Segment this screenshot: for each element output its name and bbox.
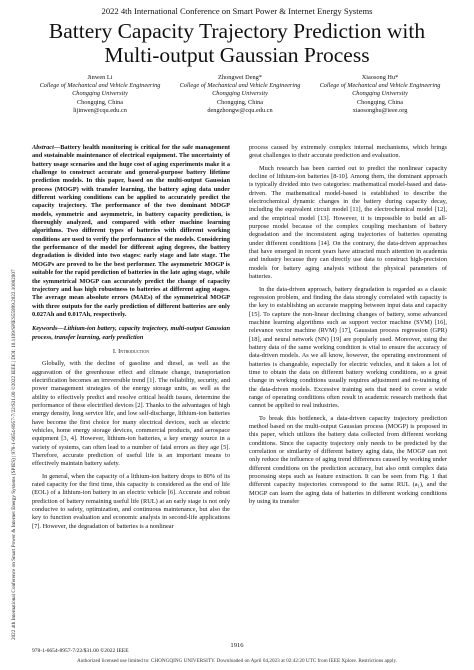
right-column (249, 144, 447, 506)
author-affiliation: College of Mechanical and Vehicle Engineering (179, 82, 301, 90)
author-name: Zhongwei Deng* (218, 74, 262, 81)
author-location: Chongqing, China (216, 98, 264, 106)
page-number: 1916 (230, 642, 244, 649)
author-location: Chongqing, China (76, 98, 124, 106)
doi-sidebar: 2022 4th International Conference on Smart Power & Internet Energy Systems (SPIES) | 978-1-6654-8957-7/22/$31.00 ©2022 IEEE | DOI: 10.1109/SPIES55999.2022.10082007 (11, 269, 17, 640)
author-email[interactable]: dengzhongw@cqu.edu.cn (207, 106, 273, 114)
abstract-label: Abstract (32, 144, 54, 151)
author-name: Jinwen Li (87, 74, 113, 81)
conference-header: 2022 4th International Conference on Smart Power & Internet Energy Systems (101, 6, 373, 16)
footer-isbn: 978-1-6654-8957-7/22/$31.00 ©2022 IEEE (32, 648, 129, 654)
author-university: Chongqing University (72, 90, 128, 98)
paragraph: process caused by extremely complex internal mechanisms, which brings great challenges to their accurate prediction and evaluation. (249, 144, 447, 160)
abstract (32, 144, 230, 319)
paragraph: To break this bottleneck, a data-driven capacity trajectory prediction method based on the multi-output Gaussian process (MOGP) is proposed in this paper, which utilizes the battery data collected from different working conditions. Since the capacity trajectory only needs to be predicted by the correlation or similarity of different battery aging data, the MOGP can not only reduce the influence of aging trend differences caused by working under different conditions on the prediction accuracy, but also omit complex data processing steps such as feature extraction. It can be seen from Fig. 1 that different capacity trajectories correspond to the same RUL (a₁), and the MOGP can learn the aging data of batteries in different working conditions by using its transfer (249, 414, 447, 506)
license-notice: Authorized licensed use limited to: CHONGQING UNIVERSITY. Downloaded on April 04,2023 at 02:42:20 UTC from IEEE Xplore. Restrictions apply. (77, 658, 397, 664)
section-heading: I. Introduction (112, 347, 150, 355)
author-1 (30, 74, 170, 115)
author-name: Xiaosong Hu* (361, 74, 399, 81)
author-email[interactable]: lijinwen@cqu.edu.cn (73, 106, 127, 114)
paragraph: In general, when the capacity of a lithium-ion battery drops to 80% of its rated capacity for the first time, this capacity is considered as the end of life (EOL) of a lithium-ion battery in an electric vehicle [6]. Accurate and robust prediction of battery remaining useful life (RUL) at an early stage is not only conducive to safety, optimization, and continuous maintenance, but also the key to function evaluation and economic analysis in second-life applications [7]. However, the degradation of batteries is a nonlinear (32, 472, 230, 530)
paragraph: In the data-driven approach, battery degradation is regarded as a classic regression problem, and finding the data strongly correlated with capacity is the key to establishing an accurate mapping between input data and capacity [15]. To capture the non-linear declining changes of battery, some advanced machine learning algorithms such as support vector machine (SVM) [16], relevance vector machine (RVM) [17], Gaussian process regression (GPR) [18], and neural network (NN) [19] are popularly used. Moreover, using the battery data of the same working condition is vital to ensure the accuracy of data-driven models. As we all know, however, the operating environment of batteries is changeable, especially for electric vehicles, and it takes a lot of time to obtain the data on different battery working conditions, so a great change in working conditions usually requires adjustment and re-training of the data-driven models. Excessive training sets that need to cover a wide range of operating conditions often result in academic research methods that cannot be applied to real industries. (249, 285, 447, 410)
author-university: Chongqing University (212, 90, 268, 98)
author-email[interactable]: xiaosonghu@ieee.org (352, 106, 408, 114)
author-affiliation: College of Mechanical and Vehicle Engineering (39, 82, 161, 90)
author-block (30, 74, 450, 115)
paragraph: Much research has been carried out to predict the nonlinear capacity decline of lithium-ion batteries [8-10]. Among them, the dominant approach is typically divided into two categories: mathematical model-based and data-driven. The mathematical model-based is established to describe the electrochemical dynamic changes in the battery during capacity decay, including the equivalent circuit model [11], the electrochemical model [12], and the empirical model [13]. However, it is impossible to build an all-purpose model because of the complex coupling mechanism of battery degradation and the inconsistent aging trajectories of batteries operating under different conditions [14]. On the contrary, the data-driven approaches that have emerged in recent years have attracted much attention in academia and industry because they can directly use data to construct high-precision models for battery aging analysis without the physical parameters of batteries. (249, 164, 447, 281)
paper-title: Battery Capacity Trajectory Prediction with Multi-output Gaussian Process (48, 19, 426, 67)
author-location: Chongqing, China (356, 98, 404, 106)
author-3 (310, 74, 450, 115)
keywords (32, 325, 230, 342)
author-affiliation: College of Mechanical and Vehicle Engineering (319, 82, 441, 90)
keywords-text: —Lithium-ion battery, capacity trajectory, multi-output Gaussian process, transfer learning, early prediction (32, 325, 230, 341)
abstract-text: —Battery health monitoring is critical for the safe management and sustainable maintenance of electrical equipment. The uncertainty of battery usage scenarios and the huge cost of aging experiments make it a challenge to construct accurate and general-purpose battery lifetime prediction models. In this paper, based on the multi-output Gaussian process (MOGP) with transfer learning, the battery aging data under different working conditions can be applied to accurately predict the capacity trajectory. The performance of the two dominant MOGP models, symmetric and asymmetric, in battery capacity prediction, is thoroughly analyzed, and compared with other machine learning algorithms. Two different types of batteries with different working conditions are used to verify the performance of the models. Considering the performance of the model for different aging degrees, the battery degradation is divided into two stages: early stage and late stage. The MOGPs are proved to be the best performer. The asymmetric MOGP is suitable for the rapid prediction of batteries in the late aging stage, while the symmetrical MOGP can accurately predict the change of capacity trajectory and has high robustness to batteries at different aging stages. The average mean absolute errors (MAEs) of the symmetrical MOGP with three outputs for the early prediction of different batteries are only 0.027Ah and 0.017Ah, respectively. (32, 144, 230, 318)
paragraph: Globally, with the decline of gasoline and diesel, as well as the aggravation of the greenhouse effect and climate change, transportation electrification becomes an irreversible trend [1]. The reliability, security, and power management strategies of the energy storage units, as well as the ability to effectively predict and resolve critical health issues, determine the performance of these electrified devices [2]. Thanks to the advantages of high energy density, long service life, and low self-discharge, lithium-ion batteries have become the first choice for many electrical devices, such as electric vehicles, home energy storage devices, commercial products, and aerospace equipment [3, 4]. However, lithium-ion batteries, a key energy source in a variety of systems, can often lead to a number of fatal errors as they age [5]. Therefore, accurate prediction of useful life is an important means to effectively maintain battery safety. (32, 360, 230, 468)
left-column (32, 144, 230, 531)
author-university: Chongqing University (352, 90, 408, 98)
author-2 (170, 74, 310, 115)
keywords-label: Keywords (32, 325, 58, 333)
